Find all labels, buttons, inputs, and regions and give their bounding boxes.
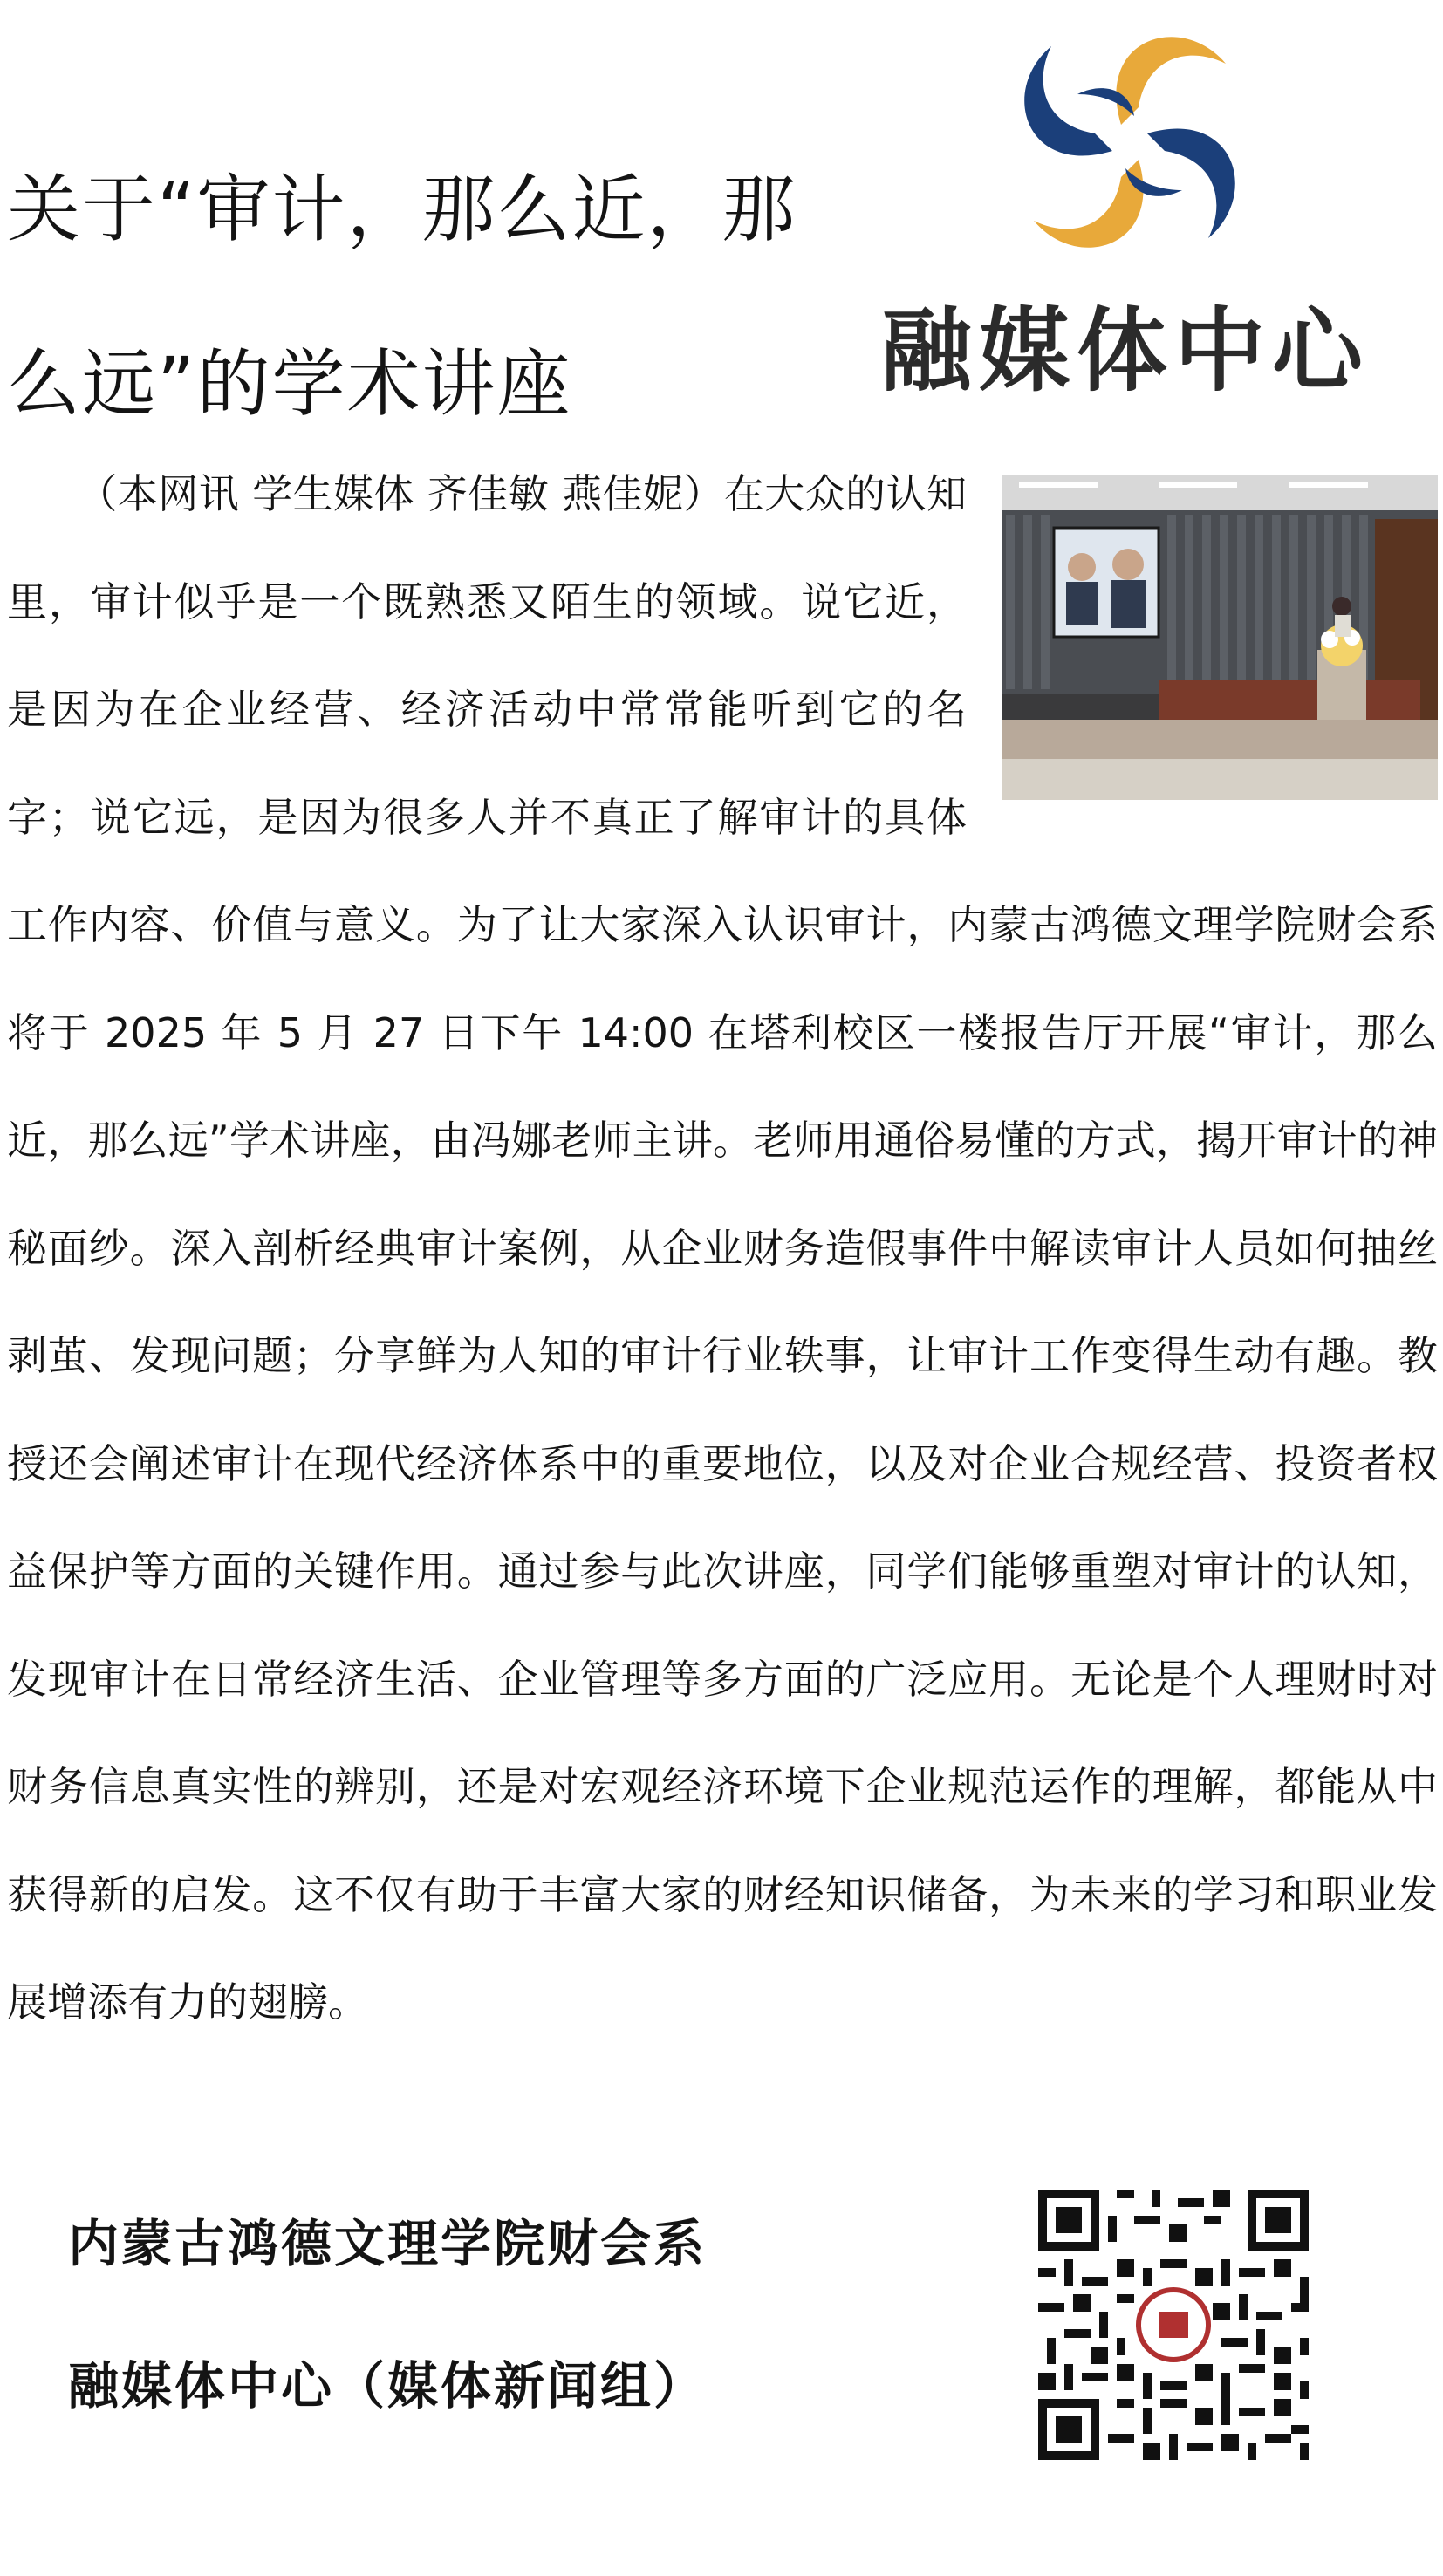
media-center-logo: [872, 16, 1405, 404]
footer-media-group: 融媒体中心（媒体新闻组）: [68, 2356, 708, 2415]
footer-organization: 内蒙古鸿德文理学院财会系: [68, 2214, 708, 2273]
title-line-2: 么远”的学术讲座: [7, 341, 572, 427]
swirl-logo-icon: [1003, 16, 1256, 269]
lecture-hall-photo: [1002, 475, 1438, 800]
title-line-1: 关于“审计，那么近，那: [7, 167, 797, 252]
article-body: [7, 441, 1438, 2057]
article-text: （本网讯 学生媒体 齐佳敏 燕佳妮）在大众的认知里，审计似乎是一个既熟悉又陌生的领域。说它近，是因为在企业经营、经济活动中常常能听到它的名字；说它远，是因为很多人并不真正了解审计的具体工作内容、价值与意义。为了让大家深入认识审计，内蒙古鸿德文理学院财会系将于 2025 年 5 月 27 日下午 14:00 在塔利校区一楼报告厅开展“审计，那么近，那么远”学术讲座，由冯娜老师主讲。老师用通俗易懂的方式，揭开审计的神秘面纱。深入剖析经典审计案例，从企业财务造假事件中解读审计人员如何抽丝剥茧、发现问题；分享鲜为人知的审计行业轶事，让审计工作变得生动有趣。教授还会阐述审计在现代经济体系中的重要地位，以及对企业合规经营、投资者权益保护等方面的关键作用。通过参与此次讲座，同学们能够重塑对审计的认知，发现审计在日常经济生活、企业管理等多方面的广泛应用。无论是个人理财时对财务信息真实性的辨别，还是对宏观经济环境下企业规范运作的理解，都能从中获得新的启发。这不仅有助于丰富大家的财经知识储备，为未来的学习和职业发展增添有力的翅膀。: [7, 470, 1438, 2026]
logo-text: 融媒体中心: [881, 297, 1371, 404]
qr-code-icon: [1029, 2181, 1317, 2469]
article-title: [7, 122, 862, 471]
